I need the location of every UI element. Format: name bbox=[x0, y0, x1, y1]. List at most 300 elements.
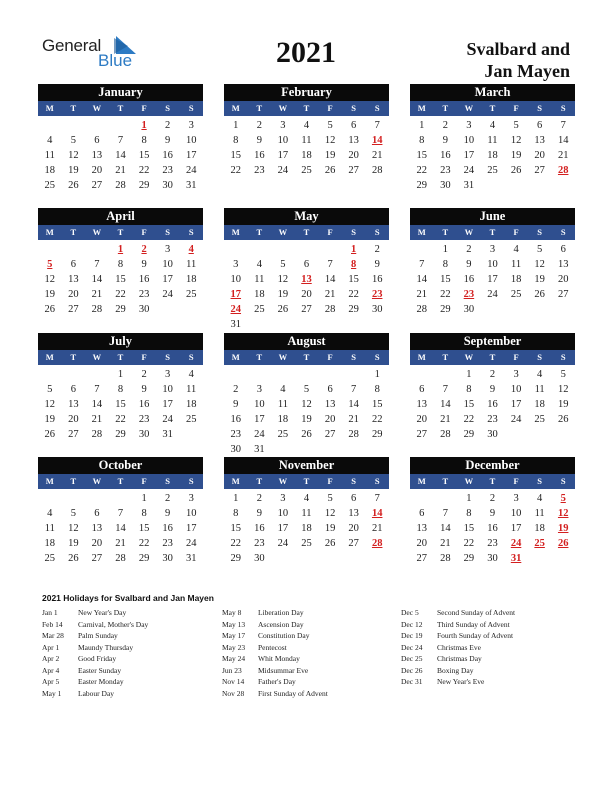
empty-cell bbox=[271, 367, 295, 382]
weekday-label: T bbox=[117, 476, 124, 486]
weekday-label: W bbox=[464, 476, 474, 486]
day-cell: 15 bbox=[230, 523, 242, 534]
day-cell: 21 bbox=[324, 289, 336, 300]
day-cell: 30 bbox=[162, 180, 173, 191]
holiday-date: May 24 bbox=[222, 654, 246, 663]
day-cell: 6 bbox=[303, 259, 310, 270]
weekday-label: F bbox=[513, 352, 519, 362]
day-cell: 1 bbox=[442, 244, 448, 255]
day-cell: 10 bbox=[277, 508, 289, 519]
weekday-label: S bbox=[351, 227, 356, 237]
weekday-label: S bbox=[351, 103, 356, 113]
month-title: May bbox=[224, 208, 389, 225]
day-cell: 14 bbox=[440, 523, 451, 534]
weekday-label: S bbox=[537, 227, 542, 237]
weekday-label: F bbox=[141, 476, 147, 486]
day-cell: 11 bbox=[511, 259, 522, 270]
day-cell: 28 bbox=[115, 180, 126, 191]
day-cell: 11 bbox=[277, 399, 288, 410]
day-cell: 4 bbox=[47, 135, 53, 146]
day-cell: 12 bbox=[557, 384, 569, 395]
day-cell: 2 bbox=[256, 493, 262, 504]
weekday-label: W bbox=[278, 476, 288, 486]
day-cell: 7 bbox=[351, 384, 357, 395]
day-cell: 2 bbox=[256, 120, 262, 131]
day-cell: 25 bbox=[301, 165, 312, 176]
holiday-name: First Sunday of Advent bbox=[258, 688, 328, 698]
day-cell: 4 bbox=[513, 244, 519, 255]
day-cell: 15 bbox=[440, 274, 451, 285]
day-cell: 2 bbox=[141, 369, 147, 380]
day-cell: 22 bbox=[138, 538, 150, 549]
holiday-date: May 13 bbox=[222, 619, 246, 629]
day-cell: 26 bbox=[324, 165, 336, 176]
day-grid bbox=[410, 367, 575, 442]
day-grid bbox=[224, 242, 389, 332]
day-cell: 13 bbox=[557, 259, 569, 270]
holiday-name: Good Friday bbox=[78, 654, 117, 663]
month-title: September bbox=[410, 333, 575, 350]
weekday-label: M bbox=[417, 476, 426, 486]
holiday-name: Christmas Eve bbox=[437, 642, 481, 652]
day-cell: 11 bbox=[534, 508, 545, 519]
day-cell: 3 bbox=[280, 120, 286, 131]
day-cell: 29 bbox=[115, 304, 126, 315]
day-cell: 6 bbox=[94, 135, 100, 146]
empty-cell bbox=[85, 367, 109, 382]
day-cell: 12 bbox=[324, 135, 336, 146]
day-cell: 2 bbox=[165, 120, 171, 131]
holiday-day: 24 bbox=[230, 304, 242, 315]
day-cell: 29 bbox=[440, 304, 451, 315]
day-cell: 16 bbox=[254, 150, 265, 161]
day-cell: 5 bbox=[303, 384, 310, 395]
weekday-label: F bbox=[327, 103, 333, 113]
holiday-name: Liberation Day bbox=[258, 608, 304, 617]
day-cell: 22 bbox=[463, 414, 475, 425]
weekday-label: M bbox=[45, 476, 54, 486]
day-cell: 17 bbox=[185, 523, 197, 534]
month-march bbox=[410, 84, 575, 193]
day-cell: 24 bbox=[277, 538, 289, 549]
holiday-date: Apr 1 bbox=[42, 642, 60, 652]
day-cell: 10 bbox=[510, 508, 522, 519]
day-cell: 7 bbox=[94, 259, 100, 270]
holiday-day: 24 bbox=[510, 538, 522, 549]
day-cell: 10 bbox=[162, 259, 173, 270]
empty-cell bbox=[318, 242, 342, 257]
weekday-header bbox=[410, 350, 575, 365]
day-grid bbox=[38, 367, 203, 442]
day-cell: 25 bbox=[44, 553, 56, 564]
day-cell: 12 bbox=[301, 399, 312, 410]
holiday-item bbox=[42, 665, 148, 677]
day-cell: 7 bbox=[117, 508, 124, 519]
day-cell: 15 bbox=[115, 274, 126, 285]
holiday-item bbox=[42, 653, 148, 665]
day-cell: 16 bbox=[138, 274, 150, 285]
day-cell: 23 bbox=[138, 414, 150, 425]
holiday-date: May 23 bbox=[222, 642, 246, 652]
day-cell: 28 bbox=[371, 165, 383, 176]
empty-cell bbox=[248, 242, 272, 257]
holiday-day: 1 bbox=[141, 120, 147, 131]
day-cell: 1 bbox=[233, 120, 239, 131]
day-cell: 5 bbox=[280, 259, 286, 270]
logo-text-blue: Blue bbox=[98, 51, 133, 70]
weekday-label: T bbox=[442, 103, 449, 113]
day-cell: 29 bbox=[463, 429, 475, 440]
holiday-item bbox=[222, 630, 328, 642]
holiday-name: Midsummar Eve bbox=[258, 665, 309, 675]
weekday-label: S bbox=[560, 352, 566, 362]
holiday-name: Second Sunday of Advent bbox=[437, 608, 516, 617]
day-cell: 23 bbox=[487, 538, 498, 549]
day-cell: 8 bbox=[466, 508, 472, 519]
day-cell: 30 bbox=[440, 180, 451, 191]
day-cell: 26 bbox=[324, 538, 336, 549]
day-cell: 16 bbox=[162, 523, 173, 534]
day-cell: 29 bbox=[138, 180, 150, 191]
holiday-day: 12 bbox=[557, 508, 569, 519]
day-cell: 28 bbox=[416, 304, 428, 315]
day-cell: 7 bbox=[94, 384, 100, 395]
day-cell: 31 bbox=[162, 429, 173, 440]
day-cell: 13 bbox=[348, 135, 359, 146]
holiday-date: Apr 5 bbox=[42, 677, 60, 686]
day-cell: 15 bbox=[371, 399, 383, 410]
day-cell: 9 bbox=[256, 135, 262, 146]
weekday-header bbox=[224, 474, 389, 489]
empty-cell bbox=[38, 491, 62, 506]
day-cell: 24 bbox=[185, 538, 197, 549]
day-cell: 12 bbox=[324, 508, 336, 519]
day-cell: 25 bbox=[487, 165, 498, 176]
day-cell: 8 bbox=[141, 135, 147, 146]
day-cell: 11 bbox=[186, 384, 197, 395]
holiday-name: Maundy Thursday bbox=[78, 642, 134, 652]
holiday-day: 2 bbox=[141, 244, 147, 255]
day-cell: 26 bbox=[68, 553, 79, 564]
day-cell: 27 bbox=[416, 553, 428, 564]
weekday-label: S bbox=[188, 352, 194, 362]
day-grid bbox=[410, 491, 575, 566]
weekday-label: T bbox=[256, 476, 263, 486]
holidays-title: 2021 Holidays for Svalbard and Jan Mayen bbox=[42, 593, 214, 603]
empty-cell bbox=[410, 242, 434, 257]
holiday-column bbox=[401, 607, 515, 688]
month-title: February bbox=[224, 84, 389, 101]
day-cell: 3 bbox=[165, 244, 171, 255]
holiday-name: Third Sunday of Advent bbox=[437, 619, 510, 629]
holiday-day: 13 bbox=[301, 274, 312, 285]
day-cell: 1 bbox=[374, 369, 380, 380]
day-cell: 26 bbox=[557, 414, 569, 425]
empty-cell bbox=[271, 242, 295, 257]
day-cell: 15 bbox=[348, 274, 359, 285]
day-cell: 21 bbox=[557, 150, 569, 161]
day-cell: 9 bbox=[374, 259, 380, 270]
day-cell: 8 bbox=[419, 135, 425, 146]
day-cell: 19 bbox=[534, 274, 545, 285]
day-cell: 19 bbox=[324, 150, 336, 161]
day-cell: 23 bbox=[162, 538, 173, 549]
weekday-label: W bbox=[464, 103, 474, 113]
day-cell: 15 bbox=[463, 523, 475, 534]
day-cell: 6 bbox=[560, 244, 566, 255]
day-cell: 30 bbox=[463, 304, 475, 315]
weekday-header bbox=[224, 101, 389, 116]
day-cell: 12 bbox=[510, 135, 522, 146]
day-cell: 9 bbox=[489, 508, 496, 519]
day-cell: 23 bbox=[487, 414, 498, 425]
month-title: March bbox=[410, 84, 575, 101]
day-cell: 17 bbox=[185, 150, 197, 161]
weekday-label: T bbox=[442, 352, 449, 362]
holiday-day: 14 bbox=[371, 135, 383, 146]
weekday-label: F bbox=[141, 352, 147, 362]
day-cell: 21 bbox=[91, 289, 103, 300]
empty-cell bbox=[410, 367, 434, 382]
day-cell: 22 bbox=[416, 165, 428, 176]
day-cell: 3 bbox=[489, 244, 496, 255]
holiday-item bbox=[401, 665, 515, 677]
empty-cell bbox=[85, 242, 109, 257]
holiday-name: Labour Day bbox=[78, 688, 115, 698]
day-cell: 14 bbox=[440, 399, 451, 410]
day-cell: 9 bbox=[489, 384, 496, 395]
weekday-label: S bbox=[374, 103, 380, 113]
day-cell: 8 bbox=[117, 384, 124, 395]
weekday-label: S bbox=[165, 476, 170, 486]
holiday-day: 5 bbox=[560, 493, 566, 504]
weekday-label: W bbox=[92, 103, 102, 113]
month-title: January bbox=[38, 84, 203, 101]
holiday-date: Dec 31 bbox=[401, 677, 423, 686]
weekday-label: M bbox=[45, 103, 54, 113]
holiday-date: Jun 23 bbox=[222, 665, 242, 675]
day-cell: 22 bbox=[138, 165, 150, 176]
day-cell: 23 bbox=[254, 538, 265, 549]
day-cell: 11 bbox=[487, 135, 498, 146]
day-cell: 13 bbox=[91, 150, 103, 161]
day-cell: 27 bbox=[348, 165, 359, 176]
day-cell: 14 bbox=[348, 399, 359, 410]
day-cell: 1 bbox=[419, 120, 425, 131]
day-cell: 10 bbox=[185, 508, 197, 519]
day-cell: 19 bbox=[68, 165, 79, 176]
day-cell: 14 bbox=[416, 274, 428, 285]
weekday-label: F bbox=[141, 227, 147, 237]
day-cell: 5 bbox=[537, 244, 543, 255]
weekday-label: T bbox=[117, 352, 124, 362]
weekday-label: T bbox=[117, 227, 124, 237]
holiday-name: Fourth Sunday of Advent bbox=[437, 631, 514, 640]
day-cell: 3 bbox=[513, 369, 519, 380]
holiday-day: 5 bbox=[47, 259, 53, 270]
day-cell: 20 bbox=[324, 414, 336, 425]
day-cell: 27 bbox=[68, 429, 79, 440]
weekday-label: S bbox=[537, 476, 542, 486]
day-cell: 20 bbox=[534, 150, 545, 161]
weekday-label: T bbox=[489, 103, 496, 113]
day-cell: 5 bbox=[513, 120, 519, 131]
empty-cell bbox=[85, 491, 109, 506]
day-cell: 26 bbox=[510, 165, 522, 176]
weekday-label: M bbox=[45, 352, 54, 362]
day-cell: 27 bbox=[324, 429, 336, 440]
weekday-label: S bbox=[188, 227, 194, 237]
weekday-label: S bbox=[537, 103, 542, 113]
weekday-label: T bbox=[70, 103, 77, 113]
day-cell: 16 bbox=[138, 399, 150, 410]
day-cell: 21 bbox=[115, 538, 126, 549]
day-cell: 15 bbox=[138, 150, 150, 161]
day-grid bbox=[38, 118, 203, 193]
holiday-day: 19 bbox=[557, 523, 569, 534]
day-cell: 25 bbox=[185, 289, 197, 300]
holiday-item bbox=[222, 653, 328, 665]
day-cell: 11 bbox=[44, 523, 55, 534]
holiday-name: Father's Day bbox=[258, 677, 296, 686]
weekday-label: T bbox=[489, 227, 496, 237]
day-cell: 22 bbox=[230, 165, 242, 176]
day-cell: 10 bbox=[230, 274, 242, 285]
day-cell: 25 bbox=[510, 289, 522, 300]
day-cell: 3 bbox=[513, 493, 519, 504]
month-title: April bbox=[38, 208, 203, 225]
day-cell: 3 bbox=[256, 384, 262, 395]
weekday-label: T bbox=[303, 476, 310, 486]
holiday-date: Mar 28 bbox=[42, 631, 64, 640]
day-cell: 16 bbox=[487, 399, 498, 410]
day-cell: 2 bbox=[466, 244, 472, 255]
day-cell: 5 bbox=[70, 135, 76, 146]
holiday-name: Ascension Day bbox=[258, 619, 304, 629]
day-cell: 20 bbox=[416, 414, 428, 425]
weekday-label: S bbox=[351, 352, 356, 362]
day-cell: 14 bbox=[324, 274, 336, 285]
day-cell: 14 bbox=[91, 399, 103, 410]
month-title: October bbox=[38, 457, 203, 474]
day-cell: 29 bbox=[115, 429, 126, 440]
day-cell: 11 bbox=[301, 508, 312, 519]
day-cell: 26 bbox=[301, 429, 312, 440]
day-cell: 20 bbox=[91, 538, 103, 549]
day-cell: 20 bbox=[416, 538, 428, 549]
holiday-day: 28 bbox=[557, 165, 569, 176]
month-may bbox=[224, 208, 389, 332]
holiday-day: 26 bbox=[557, 538, 569, 549]
day-cell: 7 bbox=[117, 135, 124, 146]
weekday-label: W bbox=[278, 352, 288, 362]
day-cell: 8 bbox=[141, 508, 147, 519]
day-cell: 23 bbox=[138, 289, 150, 300]
page-title-year: 2021 bbox=[276, 36, 336, 69]
month-title: August bbox=[224, 333, 389, 350]
holiday-item bbox=[42, 607, 148, 619]
empty-cell bbox=[38, 242, 62, 257]
day-cell: 5 bbox=[47, 384, 53, 395]
day-cell: 9 bbox=[466, 259, 472, 270]
day-cell: 13 bbox=[348, 508, 359, 519]
day-cell: 9 bbox=[141, 259, 147, 270]
day-cell: 27 bbox=[91, 553, 103, 564]
weekday-label: S bbox=[351, 476, 356, 486]
holiday-date: May 17 bbox=[222, 631, 246, 640]
day-cell: 23 bbox=[254, 165, 265, 176]
day-cell: 7 bbox=[442, 384, 448, 395]
day-cell: 21 bbox=[91, 414, 103, 425]
day-grid bbox=[38, 491, 203, 566]
holiday-date: Dec 19 bbox=[401, 631, 423, 640]
day-cell: 29 bbox=[371, 429, 383, 440]
empty-cell bbox=[85, 118, 109, 133]
holiday-name: New Year's Eve bbox=[437, 677, 485, 686]
holiday-name: Pentecost bbox=[258, 642, 287, 652]
holiday-name: Carnival, Mother's Day bbox=[78, 619, 149, 629]
day-cell: 16 bbox=[162, 150, 173, 161]
day-cell: 19 bbox=[301, 414, 312, 425]
holiday-date: May 8 bbox=[222, 608, 242, 617]
day-cell: 10 bbox=[162, 384, 173, 395]
weekday-label: M bbox=[231, 103, 240, 113]
day-cell: 24 bbox=[254, 429, 265, 440]
day-cell: 6 bbox=[327, 384, 333, 395]
day-cell: 30 bbox=[487, 429, 498, 440]
weekday-label: S bbox=[165, 352, 170, 362]
holiday-date: Apr 2 bbox=[42, 654, 60, 663]
day-cell: 30 bbox=[487, 553, 498, 564]
weekday-label: S bbox=[374, 476, 380, 486]
day-cell: 25 bbox=[534, 414, 545, 425]
day-cell: 12 bbox=[44, 399, 56, 410]
holiday-date: May 1 bbox=[42, 688, 62, 698]
day-cell: 20 bbox=[557, 274, 569, 285]
weekday-label: F bbox=[513, 103, 519, 113]
day-cell: 14 bbox=[115, 523, 126, 534]
weekday-header bbox=[410, 474, 575, 489]
holiday-day: 23 bbox=[371, 289, 383, 300]
day-cell: 16 bbox=[463, 274, 475, 285]
day-cell: 11 bbox=[186, 259, 197, 270]
day-cell: 12 bbox=[68, 150, 79, 161]
day-cell: 15 bbox=[463, 399, 475, 410]
day-cell: 8 bbox=[466, 384, 472, 395]
weekday-label: M bbox=[45, 227, 54, 237]
day-cell: 10 bbox=[254, 399, 265, 410]
holiday-name: Constitution Day bbox=[258, 631, 310, 640]
weekday-label: M bbox=[231, 227, 240, 237]
weekday-label: T bbox=[303, 227, 310, 237]
holiday-day: 1 bbox=[117, 244, 124, 255]
day-cell: 18 bbox=[185, 399, 197, 410]
empty-cell bbox=[38, 118, 62, 133]
day-cell: 30 bbox=[371, 304, 383, 315]
day-cell: 27 bbox=[534, 165, 545, 176]
weekday-label: S bbox=[537, 352, 542, 362]
day-cell: 20 bbox=[348, 523, 359, 534]
day-cell: 19 bbox=[277, 289, 289, 300]
day-cell: 9 bbox=[165, 508, 171, 519]
day-cell: 2 bbox=[374, 244, 380, 255]
logo-text-general: General bbox=[42, 36, 102, 55]
weekday-label: M bbox=[231, 476, 240, 486]
day-cell: 24 bbox=[185, 165, 197, 176]
weekday-label: W bbox=[92, 227, 102, 237]
holiday-item bbox=[222, 688, 328, 700]
month-title: November bbox=[224, 457, 389, 474]
